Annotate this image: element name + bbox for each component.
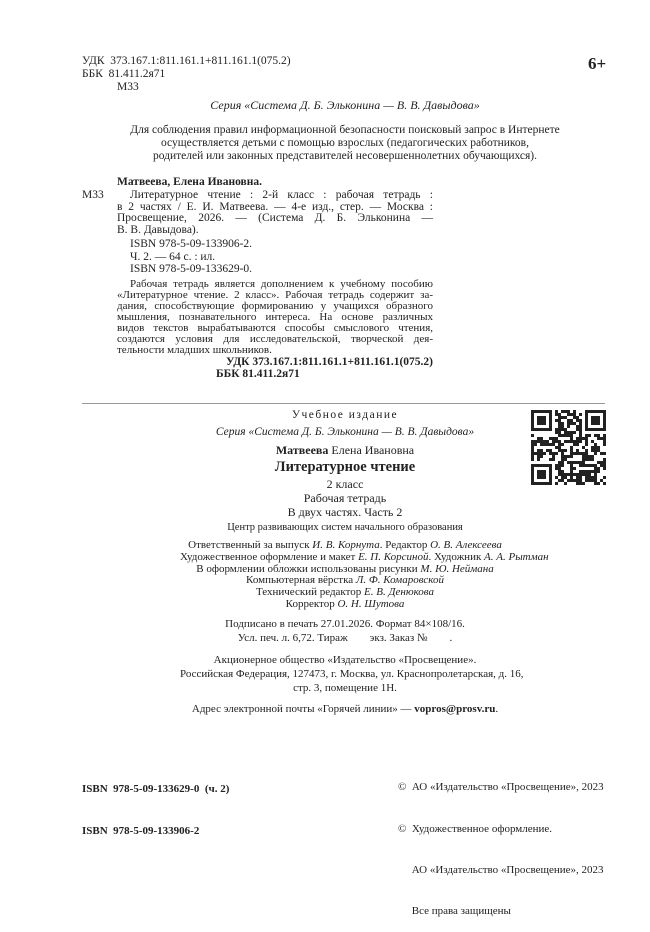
catalog-author: Матвеева, Елена Ивановна. bbox=[117, 176, 263, 188]
publisher-info: Акционерное общество «Издательство «Просвещение». Российская Федерация, 127473, г. Москва, ул. Краснопролетарская, д. 16, стр. 3, помещение 1Н. bbox=[180, 654, 524, 694]
divider bbox=[82, 403, 605, 404]
credit-line: Корректор О. Н. Шутова bbox=[285, 597, 405, 610]
credit-line: Ответственный за выпуск И. В. Корнута. Редактор О. В. Алексеева bbox=[188, 539, 502, 551]
imprint-author: Матвеева Елена Ивановна bbox=[275, 443, 415, 457]
publishing-center: Центр развивающих систем начального образования bbox=[227, 522, 463, 533]
catalog-classification: УДК 373.167.1:811.161.1+811.161.1(075.2) ББК 81.411.2я71 bbox=[216, 356, 433, 380]
safety-notice: Для соблюдения правил информационной безопасности поисковый запрос в Интернете осуществляется детьми с помощью взрослых (педагогических работников, родителей или законных представителей несовершеннолетних обучающихся). bbox=[130, 124, 560, 162]
imprint-series: Серия «Система Д. Б. Эльконина — В. В. Давыдова» bbox=[215, 426, 475, 438]
credit-line: Художественное оформление и макет Е. П. Корсиной. Художник А. А. Рытман bbox=[180, 550, 549, 563]
catalog-isbn-part: ISBN 978-5-09-133629-0. bbox=[130, 263, 253, 275]
bbk-code: ББК 81.411.2я71 bbox=[82, 68, 166, 80]
series-title: Серия «Система Д. Б. Эльконина — В. В. Давыдова» bbox=[210, 98, 480, 112]
book-title: Литературное чтение bbox=[274, 459, 416, 475]
catalog-description: Литературное чтение : 2-й класс : рабочая тетрадь : в 2 частях / Е. И. Матвеева. — 4-е изд., стер. — Москва : Просвещение, 2026. — (Система Д. Б. Эльконина — В. В. Давыдова). bbox=[117, 189, 433, 236]
book-kind: Рабочая тетрадь bbox=[303, 491, 387, 505]
book-parts: В двух частях. Часть 2 bbox=[287, 505, 403, 519]
copyright: © АО «Издательство «Просвещение», 2023 © Художественное оформление. АО «Издательство «Просвещение», 2023 Все права защищены bbox=[398, 781, 604, 917]
catalog-annotation: Рабочая тетрадь является дополнением к учебному пособию «Литературное чтение. 2 класс». Рабочая тетрадь содержит за- дания, способствующие формированию у учащихся образного мышления, познавательного интереса. На основе различных видов текстов вырабатываются способы смыслового чтения, создаются условия для исследовательской, творческой дея- тельности младших школьников. bbox=[117, 278, 433, 356]
grade: 2 класс bbox=[326, 477, 364, 491]
catalog-mark: М33 bbox=[82, 189, 104, 201]
catalog-part: Ч. 2. — 64 с. : ил. bbox=[130, 251, 216, 263]
catalog-isbn-full: ISBN 978-5-09-133906-2. bbox=[130, 238, 253, 250]
age-rating: 6+ bbox=[588, 54, 607, 73]
credit-line: Компьютерная вёрстка Л. Ф. Комаровской bbox=[246, 574, 444, 587]
hotline: Адрес электронной почты «Горячей линии» — vopros@prosv.ru. bbox=[191, 703, 499, 715]
credit-line: В оформлении обложки использованы рисунки М. Ю. Неймана bbox=[196, 562, 494, 575]
credit-line: Технический редактор Е. В. Денюкова bbox=[255, 586, 435, 599]
udk-code: УДК 373.167.1:811.161.1+811.161.1(075.2) bbox=[82, 55, 291, 67]
credits bbox=[180, 539, 549, 611]
footer-isbn: ISBN 978-5-09-133629-0 (ч. 2) ISBN 978-5-09-133906-2 bbox=[82, 783, 230, 837]
edition-type: Учебное издание bbox=[291, 409, 399, 421]
print-signed: Подписано в печать 27.01.2026. Формат 84×108/16. bbox=[225, 618, 465, 630]
qr-code-icon bbox=[531, 410, 606, 485]
print-details: Усл. печ. л. 6,72. Тираж экз. Заказ № . bbox=[237, 632, 453, 644]
author-mark: М33 bbox=[117, 81, 139, 93]
hotline-email[interactable]: vopros@prosv.ru bbox=[414, 703, 496, 715]
